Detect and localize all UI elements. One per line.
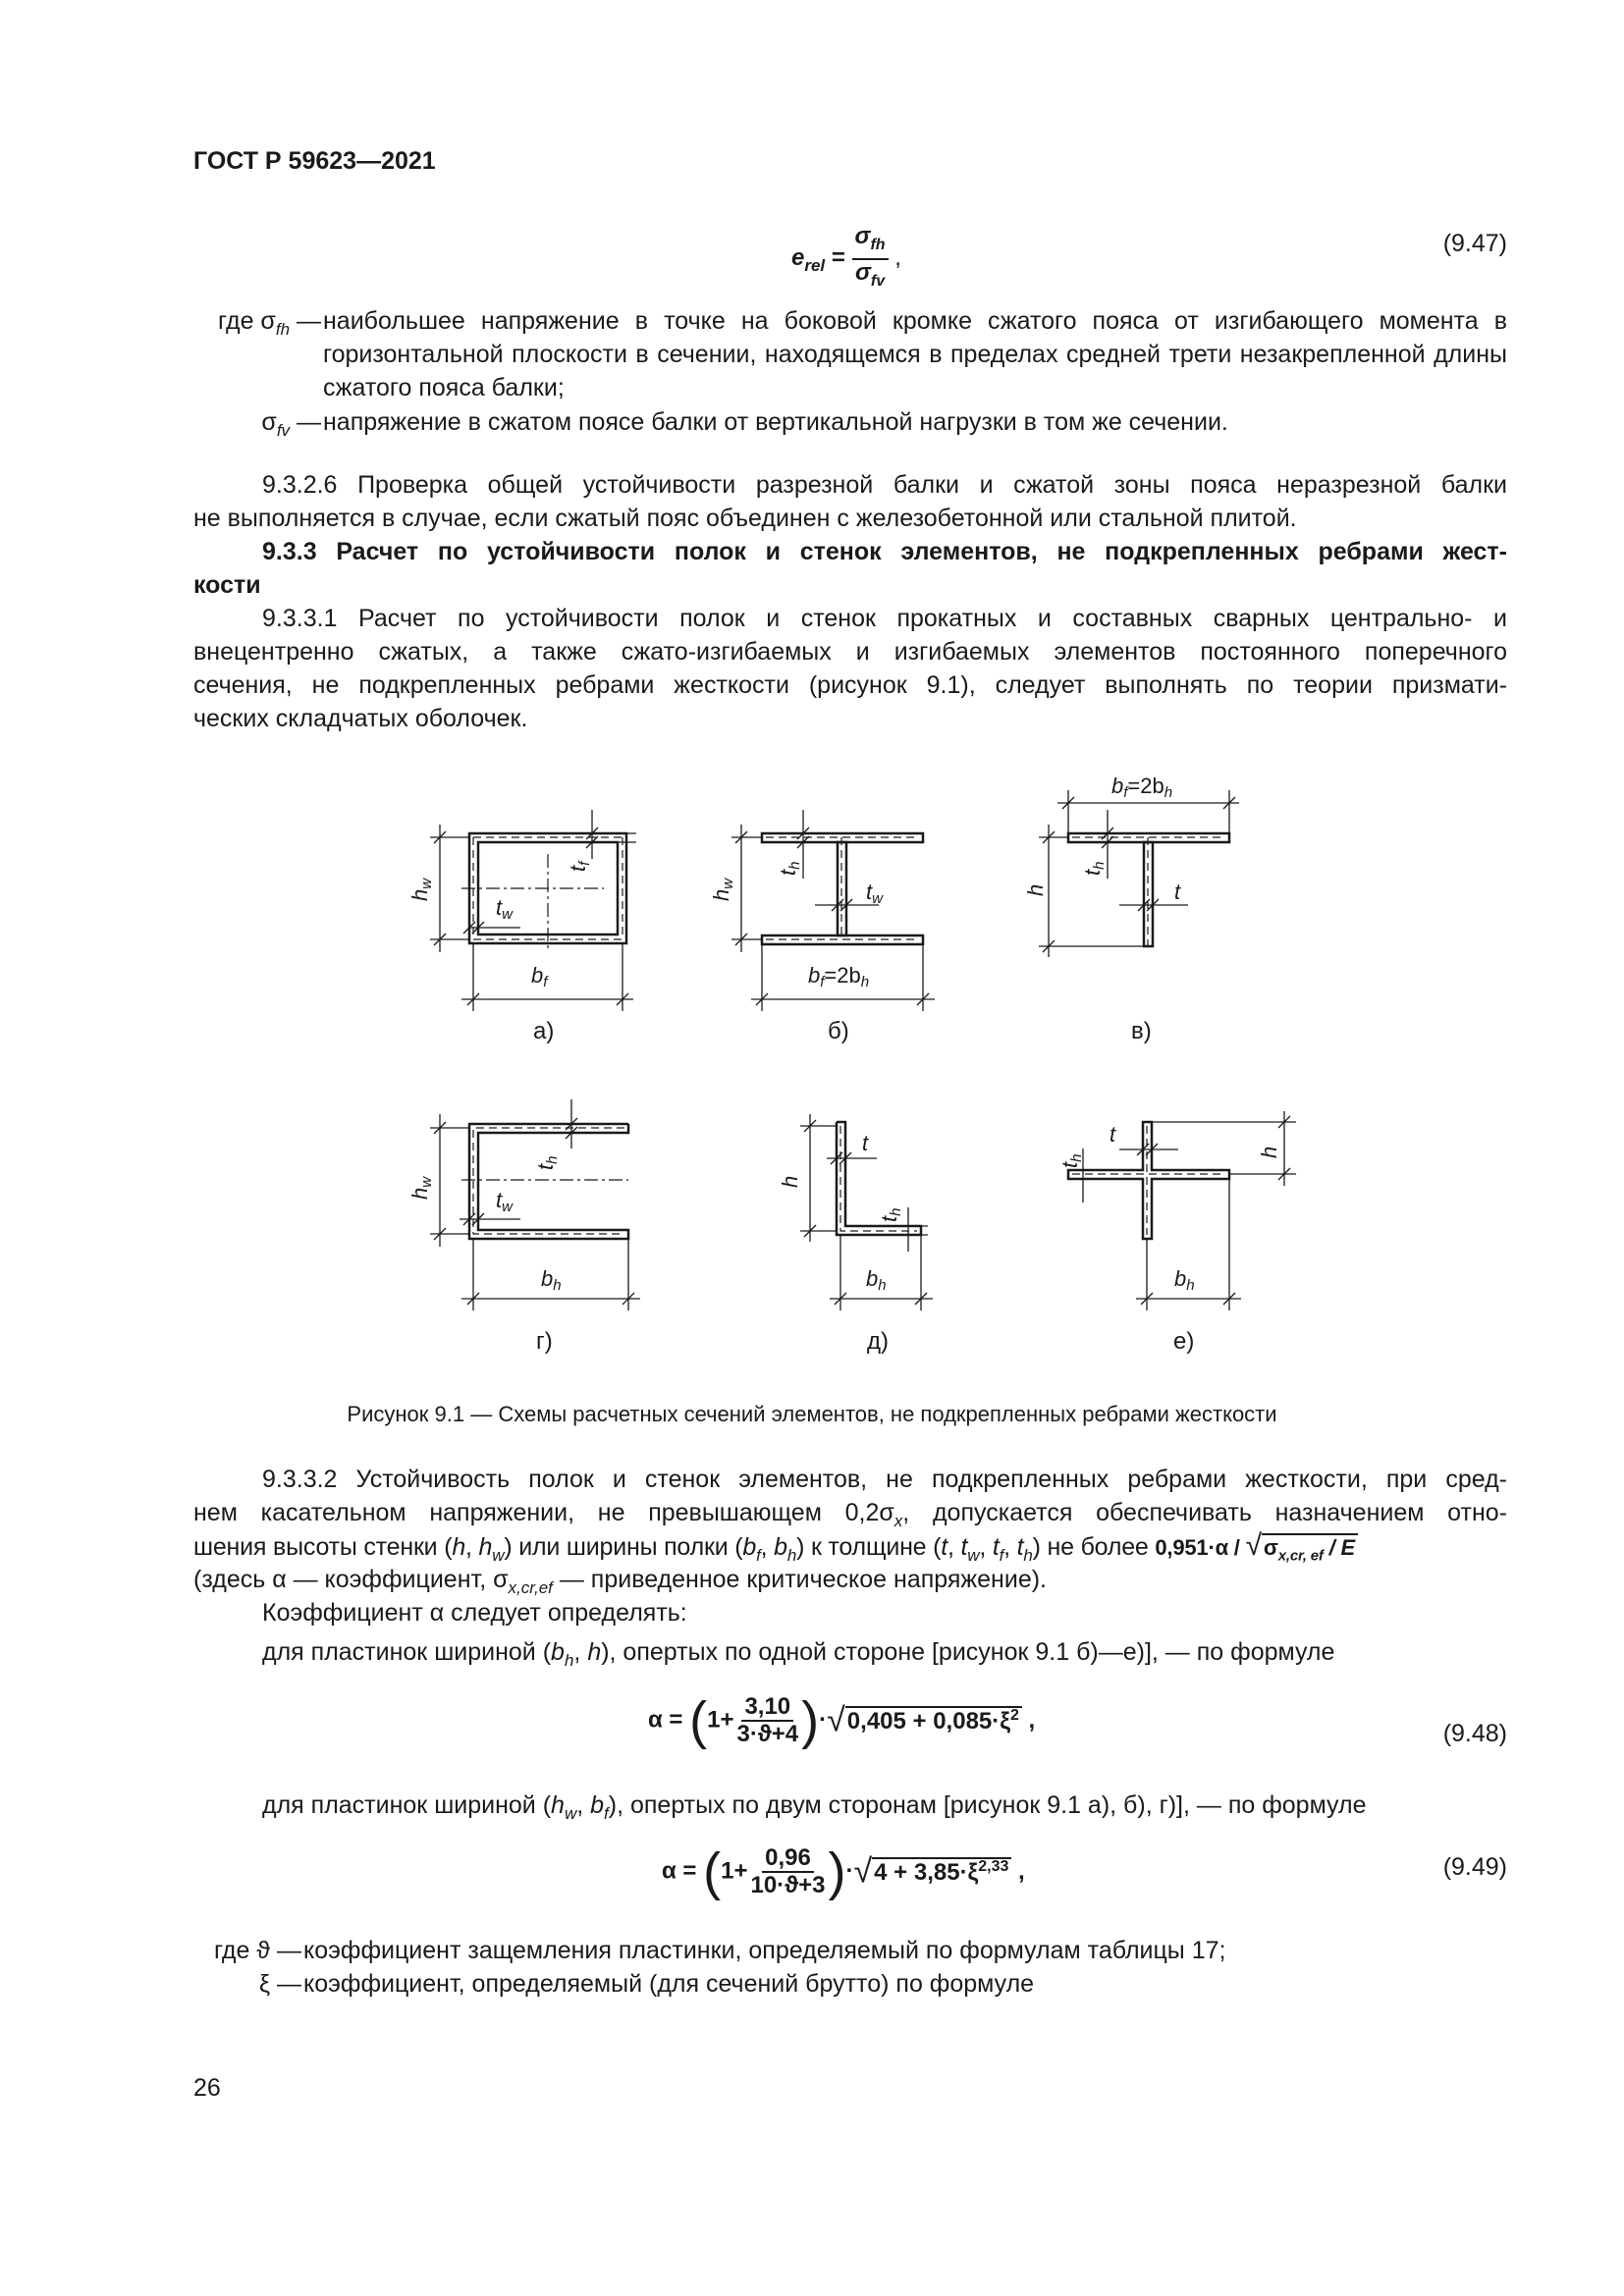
label-e-th: th (1057, 1153, 1085, 1168)
label-a-tf: tf (566, 861, 593, 872)
label-a-tw: tw (496, 895, 513, 923)
label-a-bf: bf (531, 963, 548, 990)
subfigure-label-e: е) (1173, 1328, 1195, 1355)
subfigure-label-g: г) (536, 1328, 553, 1355)
paragraph-9-3-3-2-line5: Коэффициент α следует определять: (262, 1599, 687, 1627)
paragraph-9-3-2-6-line1: 9.3.2.6 Проверка общей устойчивости разрезной балки и сжатой зоны пояса неразрезной балки (262, 471, 1507, 499)
paragraph-9-3-3-1-line2: внецентренно сжатых, а также сжато-изгибаемых и изгибаемых элементов постоянного поперечного (193, 638, 1507, 666)
section-v-dims (1039, 790, 1239, 957)
label-e-h: h (1257, 1146, 1281, 1158)
label-a-hw: hw (407, 878, 435, 901)
subfigure-label-b: б) (828, 1018, 849, 1044)
label-b-tw: tw (866, 880, 883, 907)
section-heading-9-3-3: 9.3.3 Расчет по устойчивости полок и стенок элементов, не подкрепленных ребрами жест- (262, 538, 1507, 565)
section-v-tee (1068, 833, 1229, 946)
paragraph-9-3-3-1-line1: 9.3.3.1 Расчет по устойчивости полок и стенок прокатных и составных сварных центрально- и (262, 605, 1507, 632)
document-header: ГОСТ Р 59623—2021 (193, 147, 436, 175)
figure-caption: Рисунок 9.1 — Схемы расчетных сечений элементов, не подкрепленных ребрами жесткости (347, 1402, 1277, 1426)
label-b-th: th (776, 861, 803, 876)
subfigure-label-d: д) (867, 1328, 889, 1355)
paragraph-two-sides: для пластинок шириной ($h_w$, $b_f$), опертых по двум сторонам [рисунок 9.1 а), б), г)], — по формуле (262, 1791, 1367, 1823)
label-e-bh: bh (1174, 1266, 1195, 1294)
formula-9-47: $e_{rel}$ = $\frac{\sigma_{fh}}{\sigma_{fv}}$ , (791, 223, 901, 290)
subfigure-label-a: а) (533, 1018, 555, 1044)
section-b-i-beam (762, 833, 923, 944)
paragraph-9-3-3-1-line4: ческих складчатых оболочек. (193, 705, 528, 732)
paragraph-9-3-3-2-line6: для пластинок шириной ($b_h$, h), опертых по одной стороне [рисунок 9.1 б)—е)], — по формуле (262, 1638, 1335, 1670)
paragraph-9-3-3-2-line1: 9.3.3.2 Устойчивость полок и стенок элементов, не подкрепленных ребрами жесткости, при сред- (262, 1466, 1507, 1493)
label-v-t: t (1174, 880, 1181, 904)
section-e-cross (1068, 1122, 1229, 1239)
subfigure-label-v: в) (1131, 1018, 1152, 1044)
formula-9-48: α = (1+ $\frac{3,10}{3\cdot ϑ+4}$ )$\cdot√0,405 + 0,085\cdot\xi^2$ , (648, 1691, 1036, 1750)
label-b-bf: bf=2bh (808, 963, 870, 990)
label-d-th: th (877, 1207, 904, 1222)
label-e-t: t (1110, 1122, 1116, 1147)
figure-9-1 (0, 766, 1624, 1394)
label-b-hw: hw (709, 878, 736, 901)
section-heading-9-3-3-cont: кости (193, 571, 261, 599)
formula-9-49: α = (1+ $\frac{0,96}{10\cdot ϑ+3}$ )$\cdot√4 + 3,85\cdot\xi^{2,33}$ , (662, 1842, 1025, 1901)
equation-number-9-47: (9.47) (1442, 230, 1507, 257)
label-g-bh: bh (541, 1266, 562, 1294)
label-g-tw: tw (496, 1188, 513, 1215)
equation-number-9-48: (9.48) (1442, 1720, 1507, 1747)
section-g-dims (430, 1099, 640, 1310)
label-v-h: h (1023, 883, 1048, 896)
section-g-channel (469, 1124, 628, 1239)
label-g-th: th (533, 1155, 561, 1170)
label-d-t: t (862, 1131, 869, 1155)
page-number: 26 (193, 2074, 221, 2102)
label-v-bf: bf=2bh (1111, 774, 1173, 801)
paragraph-9-3-2-6-line2: не выполняется в случае, если сжатый пояс объединен с железобетонной или стальной плитой. (193, 505, 1297, 532)
equation-number-9-49: (9.49) (1442, 1853, 1507, 1881)
label-d-h: h (778, 1175, 802, 1188)
label-v-th: th (1080, 861, 1108, 876)
paragraph-9-3-3-1-line3: сечения, не подкрепленных ребрами жесткости (рисунок 9.1), следует выполнять по теории призмати- (193, 671, 1507, 699)
paragraph-9-3-3-2-line4: (здесь α — коэффициент, $\sigma_{x,cr,ef}$ — приведенное критическое напряжение). (193, 1566, 1048, 1597)
label-g-hw: hw (407, 1176, 435, 1200)
paragraph-9-3-3-2-line2: нем касательном напряжении, не превышающем $0,2\sigma_x$, допускается обеспечивать назначением отно- (193, 1499, 1508, 1530)
label-d-bh: bh (866, 1266, 887, 1294)
paragraph-9-3-3-2-line3: шения высоты стенки (h, $h_w$) или ширины полки ($b_f$, $b_h$) к толщине (t, $t_w$, $t_f$, $t_h$) не более $0,951\cdot\alpha / √\sigma_{x,cr, ef} / E$ (193, 1529, 1509, 1573)
